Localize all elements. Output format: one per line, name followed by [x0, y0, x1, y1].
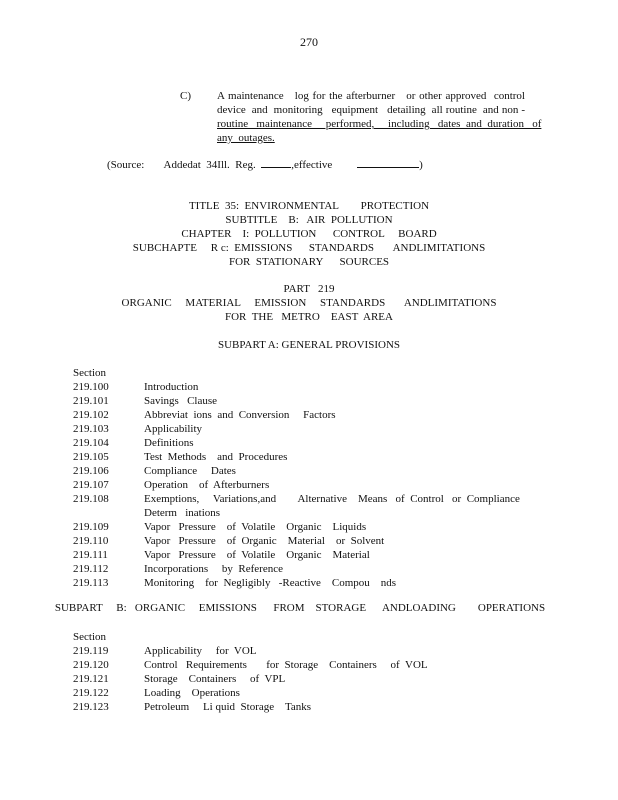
section-header: Section — [73, 631, 106, 643]
toc-row — [73, 644, 257, 658]
item-line-2: device and monitoring equipment detailing all routine and non - — [217, 104, 525, 116]
subpart-b-title: SUBPART B: ORGANIC EMISSIONS FROM STORAGE ANDLOADING OPERATIONS — [54, 602, 546, 614]
section-number: 219.105 — [73, 451, 109, 463]
section-title: Applicability for VOL — [144, 645, 257, 657]
section-title: Savings Clause — [144, 395, 218, 407]
page-number: 270 — [300, 35, 318, 49]
part-line: PART 219 — [283, 283, 335, 295]
item-line-3: routine maintenance performed, including dates and duration of — [217, 118, 542, 130]
toc-row — [73, 534, 385, 548]
section-title: Loading Operations — [144, 687, 240, 699]
section-number: 219.122 — [73, 687, 109, 699]
section-header: Section — [73, 367, 106, 379]
toc-row — [73, 408, 336, 422]
section-title: Petroleum Li quid Storage Tanks — [144, 701, 312, 713]
maintenance-log-item — [217, 89, 542, 145]
toc-row — [73, 672, 286, 686]
section-number: 219.110 — [73, 535, 109, 547]
toc-row — [73, 686, 240, 700]
heading-line: SUBCHAPTE R c: EMISSIONS STANDARDS ANDLIMITATIONS — [132, 242, 486, 254]
section-title: Test Methods and Procedures — [144, 451, 288, 463]
subpart-b-toc — [73, 630, 428, 714]
toc-row — [73, 394, 218, 408]
toc-row — [73, 562, 283, 576]
section-number: 219.119 — [73, 645, 109, 657]
section-number: 219.121 — [73, 673, 109, 685]
source-effective: ,effective — [291, 159, 333, 171]
toc-row — [73, 576, 397, 590]
reg-blank — [261, 157, 291, 168]
section-number: 219.109 — [73, 521, 109, 533]
section-title: Compliance Dates — [144, 465, 236, 477]
toc-row — [73, 520, 367, 534]
section-number: 219.113 — [73, 577, 109, 589]
toc-row — [73, 548, 370, 562]
section-title: Definitions — [144, 437, 194, 449]
subpart-a-toc — [73, 366, 520, 590]
source-reg: Addedat 34Ill. Reg. — [163, 159, 256, 171]
toc-row — [73, 422, 203, 436]
section-number: 219.108 — [73, 493, 109, 505]
section-title: Abbreviat ions and Conversion Factors — [144, 409, 336, 421]
subpart-a-title: SUBPART A: GENERAL PROVISIONS — [218, 339, 400, 351]
section-number: 219.112 — [73, 563, 109, 575]
section-title: Monitoring for Negligibly -Reactive Compou nds — [144, 577, 397, 589]
toc-row — [73, 464, 236, 478]
toc-row — [73, 658, 428, 672]
section-title: Vapor Pressure of Volatile Organic Liquids — [144, 521, 367, 533]
part-heading — [0, 282, 618, 324]
toc-row — [73, 700, 312, 714]
title-heading — [0, 199, 618, 269]
section-title: Introduction — [144, 381, 199, 393]
section-title: Storage Containers of VPL — [144, 673, 286, 685]
source-close: ) — [419, 159, 423, 171]
section-number: 219.101 — [73, 395, 109, 407]
toc-row — [73, 492, 520, 506]
toc-row — [73, 478, 270, 492]
toc-row — [73, 380, 199, 394]
section-number: 219.104 — [73, 437, 109, 449]
section-number: 219.111 — [73, 549, 108, 561]
item-line-1: A maintenance log for the afterburner or other approved control — [217, 90, 525, 102]
effective-blank — [357, 157, 419, 168]
section-number: 219.102 — [73, 409, 109, 421]
section-title: Control Requirements for Storage Containers of VOL — [144, 659, 428, 671]
part-line: ORGANIC MATERIAL EMISSION STANDARDS ANDLIMITATIONS — [121, 297, 497, 309]
item-line-4: any outages. — [217, 132, 275, 144]
section-number: 219.123 — [73, 701, 109, 713]
section-number: 219.120 — [73, 659, 109, 671]
section-title: Vapor Pressure of Volatile Organic Material — [144, 549, 370, 561]
toc-row — [73, 436, 194, 450]
section-title: Incorporations by Reference — [144, 563, 283, 575]
source-note — [107, 157, 423, 172]
section-number: 219.100 — [73, 381, 109, 393]
section-title: Determ inations — [144, 507, 221, 519]
toc-row — [73, 506, 221, 520]
heading-line: CHAPTER I: POLLUTION CONTROL BOARD — [181, 228, 437, 240]
section-number: 219.107 — [73, 479, 109, 491]
section-title: Operation of Afterburners — [144, 479, 270, 491]
section-title: Exemptions, Variations,and Alternative Means of Control or Compliance — [144, 493, 520, 505]
heading-line: TITLE 35: ENVIRONMENTAL PROTECTION — [188, 200, 430, 212]
section-number: 219.103 — [73, 423, 109, 435]
part-line: FOR THE METRO EAST AREA — [225, 311, 393, 323]
heading-line: SUBTITLE B: AIR POLLUTION — [225, 214, 393, 226]
heading-line: FOR STATIONARY SOURCES — [228, 256, 390, 268]
section-title: Vapor Pressure of Organic Material or Solvent — [144, 535, 385, 547]
section-number: 219.106 — [73, 465, 109, 477]
source-prefix: (Source: — [107, 159, 145, 171]
item-label: C) — [180, 90, 191, 102]
section-title: Applicability — [144, 423, 203, 435]
toc-row — [73, 450, 288, 464]
